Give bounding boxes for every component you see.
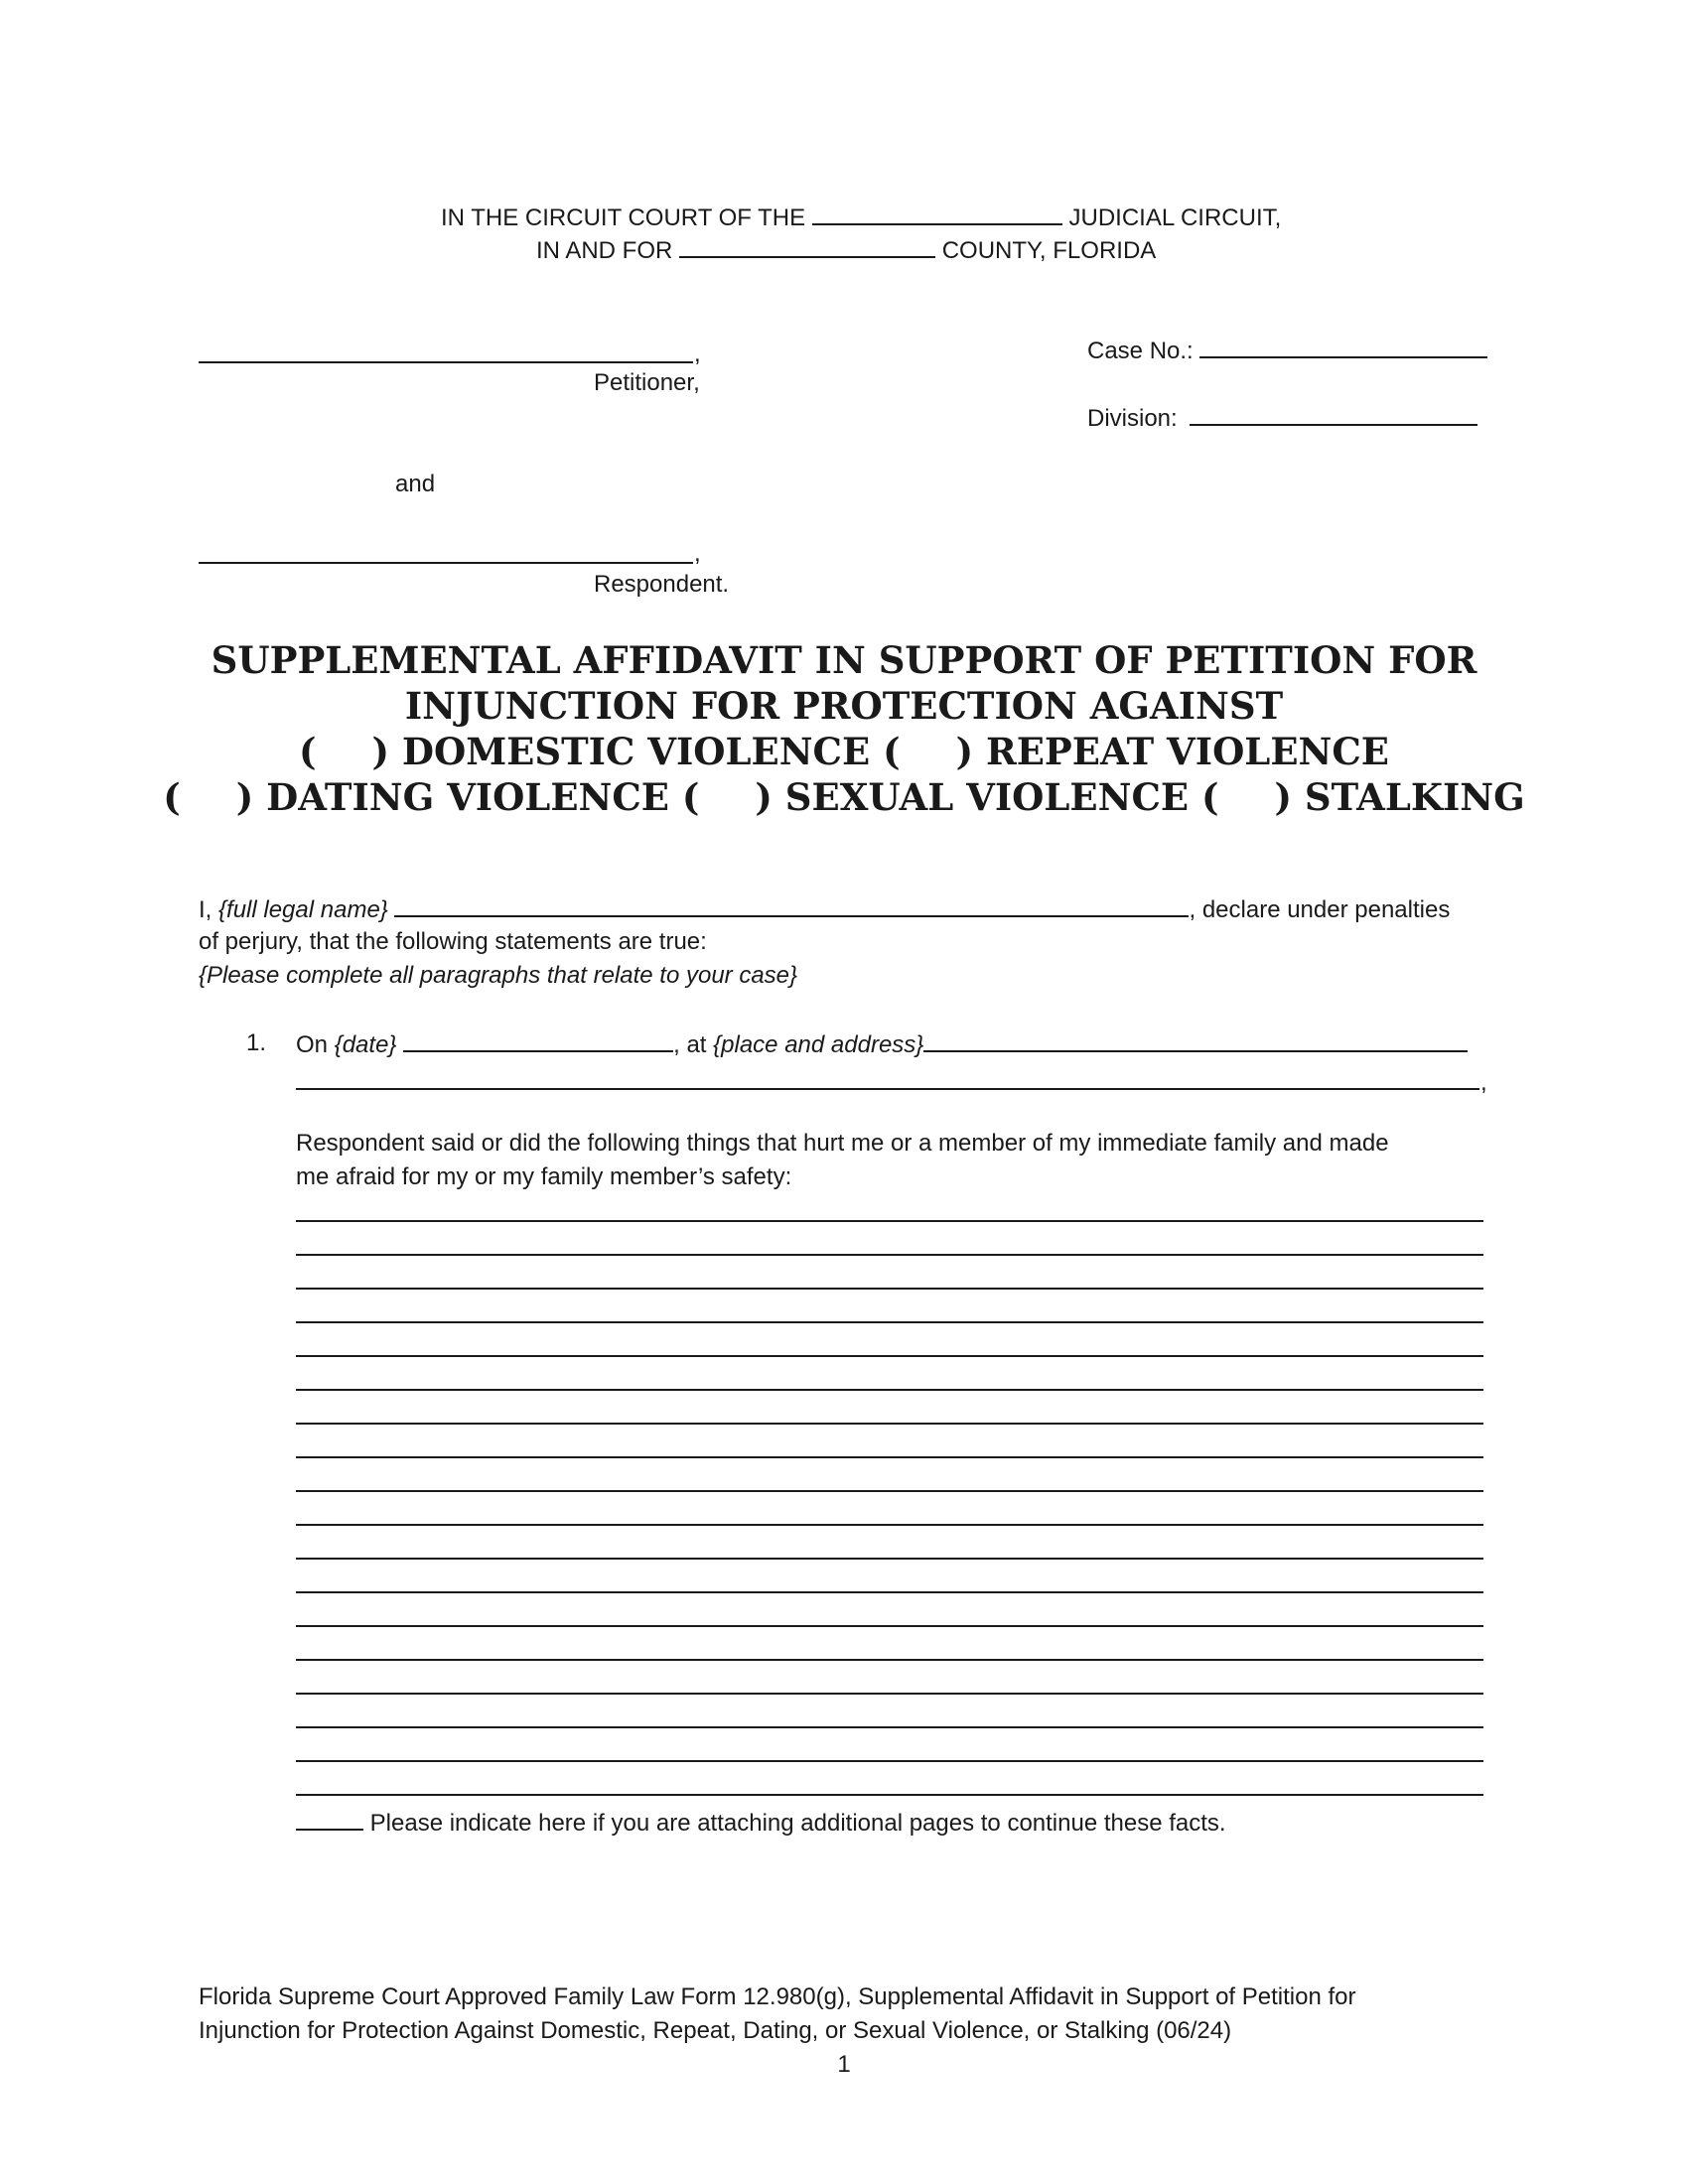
facts-writing-line[interactable]: [296, 1659, 1483, 1661]
place-address-field[interactable]: [923, 1028, 1468, 1052]
declaration-prefix: I,: [199, 896, 212, 923]
and-label: and: [395, 471, 436, 497]
court-suffix: JUDICIAL CIRCUIT,: [1068, 205, 1282, 231]
repeat-violence-label: ) REPEAT VIOLENCE: [955, 730, 1389, 773]
attach-pages-field[interactable]: [296, 1807, 363, 1831]
facts-writing-line[interactable]: [296, 1456, 1483, 1458]
respondent-name-field[interactable]: [199, 562, 693, 564]
respondent-label: Respondent.: [594, 571, 730, 598]
title-line4: [0, 774, 1688, 820]
sexual-violence-label: ) SEXUAL VIOLENCE: [755, 775, 1190, 819]
division-label: Division:: [1087, 405, 1178, 432]
at-label: , at: [673, 1031, 707, 1058]
petitioner-name-field[interactable]: [199, 361, 693, 363]
court-prefix: IN THE CIRCUIT COURT OF THE: [441, 205, 806, 231]
facts-writing-line[interactable]: [296, 1423, 1483, 1425]
division-field[interactable]: [1190, 402, 1477, 426]
county-field[interactable]: [679, 234, 935, 258]
date-field[interactable]: [403, 1028, 673, 1052]
facts-writing-line[interactable]: [296, 1760, 1483, 1762]
attach-pages-row: [296, 1807, 1226, 1839]
facts-writing-line[interactable]: [296, 1558, 1483, 1560]
facts-writing-line[interactable]: [296, 1591, 1483, 1593]
declaration-line1: [199, 893, 1450, 925]
attach-pages-note: Please indicate here if you are attaching additional pages to continue these facts.: [369, 1810, 1226, 1837]
repeat-paren-open: (: [883, 730, 901, 773]
place-hint: {place and address}: [713, 1031, 924, 1058]
case-number-field[interactable]: [1199, 335, 1487, 358]
title-line1: SUPPLEMENTAL AFFIDAVIT IN SUPPORT OF PETITION FOR: [211, 638, 1477, 682]
facts-writing-line[interactable]: [296, 1625, 1483, 1627]
facts-writing-line[interactable]: [296, 1490, 1483, 1492]
respondent-comma: ,: [694, 540, 701, 567]
paragraph1-date-place-row: [296, 1028, 1468, 1060]
title-line2: INJUNCTION FOR PROTECTION AGAINST: [404, 684, 1284, 728]
declaration-instruction: {Please complete all paragraphs that relate to your case}: [199, 962, 798, 989]
petitioner-comma: ,: [694, 341, 701, 367]
dating-paren-open: (: [163, 775, 181, 819]
footer-line2: Injunction for Protection Against Domestic, Repeat, Dating, or Sexual Violence, or Stalking (06/24): [199, 2017, 1232, 2044]
petitioner-label: Petitioner,: [594, 369, 700, 396]
facts-writing-line[interactable]: [296, 1389, 1483, 1391]
place-address-continuation-field[interactable]: [296, 1088, 1479, 1090]
facts-writing-line[interactable]: [296, 1254, 1483, 1256]
full-legal-name-field[interactable]: [394, 893, 1189, 917]
case-number-row: [1087, 335, 1487, 366]
title-line3: [0, 729, 1688, 774]
stalking-label: ) STALKING: [1274, 775, 1525, 819]
respondent-statement-line2: me afraid for my or my family member’s safety:: [296, 1163, 792, 1190]
facts-writing-line[interactable]: [296, 1220, 1483, 1222]
facts-writing-line[interactable]: [296, 1321, 1483, 1323]
court-header-line2: [536, 234, 1156, 266]
page-number: 1: [837, 2051, 851, 2078]
domestic-violence-label: ) DOMESTIC VIOLENCE: [371, 730, 871, 773]
footer-line1: Florida Supreme Court Approved Family Law Form 12.980(g), Supplemental Affidavit in Support of Petition for: [199, 1983, 1356, 2010]
division-row: [1087, 402, 1477, 434]
case-no-label: Case No.:: [1087, 338, 1194, 364]
paragraph-number: 1.: [246, 1029, 267, 1056]
declaration-suffix: , declare under penalties: [1189, 896, 1451, 923]
facts-writing-line[interactable]: [296, 1693, 1483, 1695]
on-label: On: [296, 1031, 329, 1058]
declaration-line2: of perjury, that the following statements are true:: [199, 928, 707, 955]
county-prefix: IN AND FOR: [536, 237, 673, 264]
dating-violence-label: ) DATING VIOLENCE: [235, 775, 669, 819]
judicial-circuit-field[interactable]: [812, 202, 1062, 225]
sexual-paren-open: (: [681, 775, 700, 819]
date-hint: {date}: [334, 1031, 397, 1058]
full-legal-name-hint: {full legal name}: [218, 896, 388, 923]
facts-writing-line[interactable]: [296, 1794, 1483, 1796]
respondent-statement-line1: Respondent said or did the following things that hurt me or a member of my immediate family and made: [296, 1130, 1389, 1157]
facts-writing-line[interactable]: [296, 1726, 1483, 1728]
facts-writing-line[interactable]: [296, 1524, 1483, 1526]
facts-writing-line[interactable]: [296, 1288, 1483, 1290]
place-trailing-comma: ,: [1480, 1069, 1487, 1096]
court-header-line1: [441, 202, 1281, 233]
stalking-paren-open: (: [1200, 775, 1219, 819]
county-suffix: COUNTY, FLORIDA: [941, 237, 1157, 264]
domestic-paren-open: (: [298, 730, 317, 773]
facts-writing-line[interactable]: [296, 1355, 1483, 1357]
